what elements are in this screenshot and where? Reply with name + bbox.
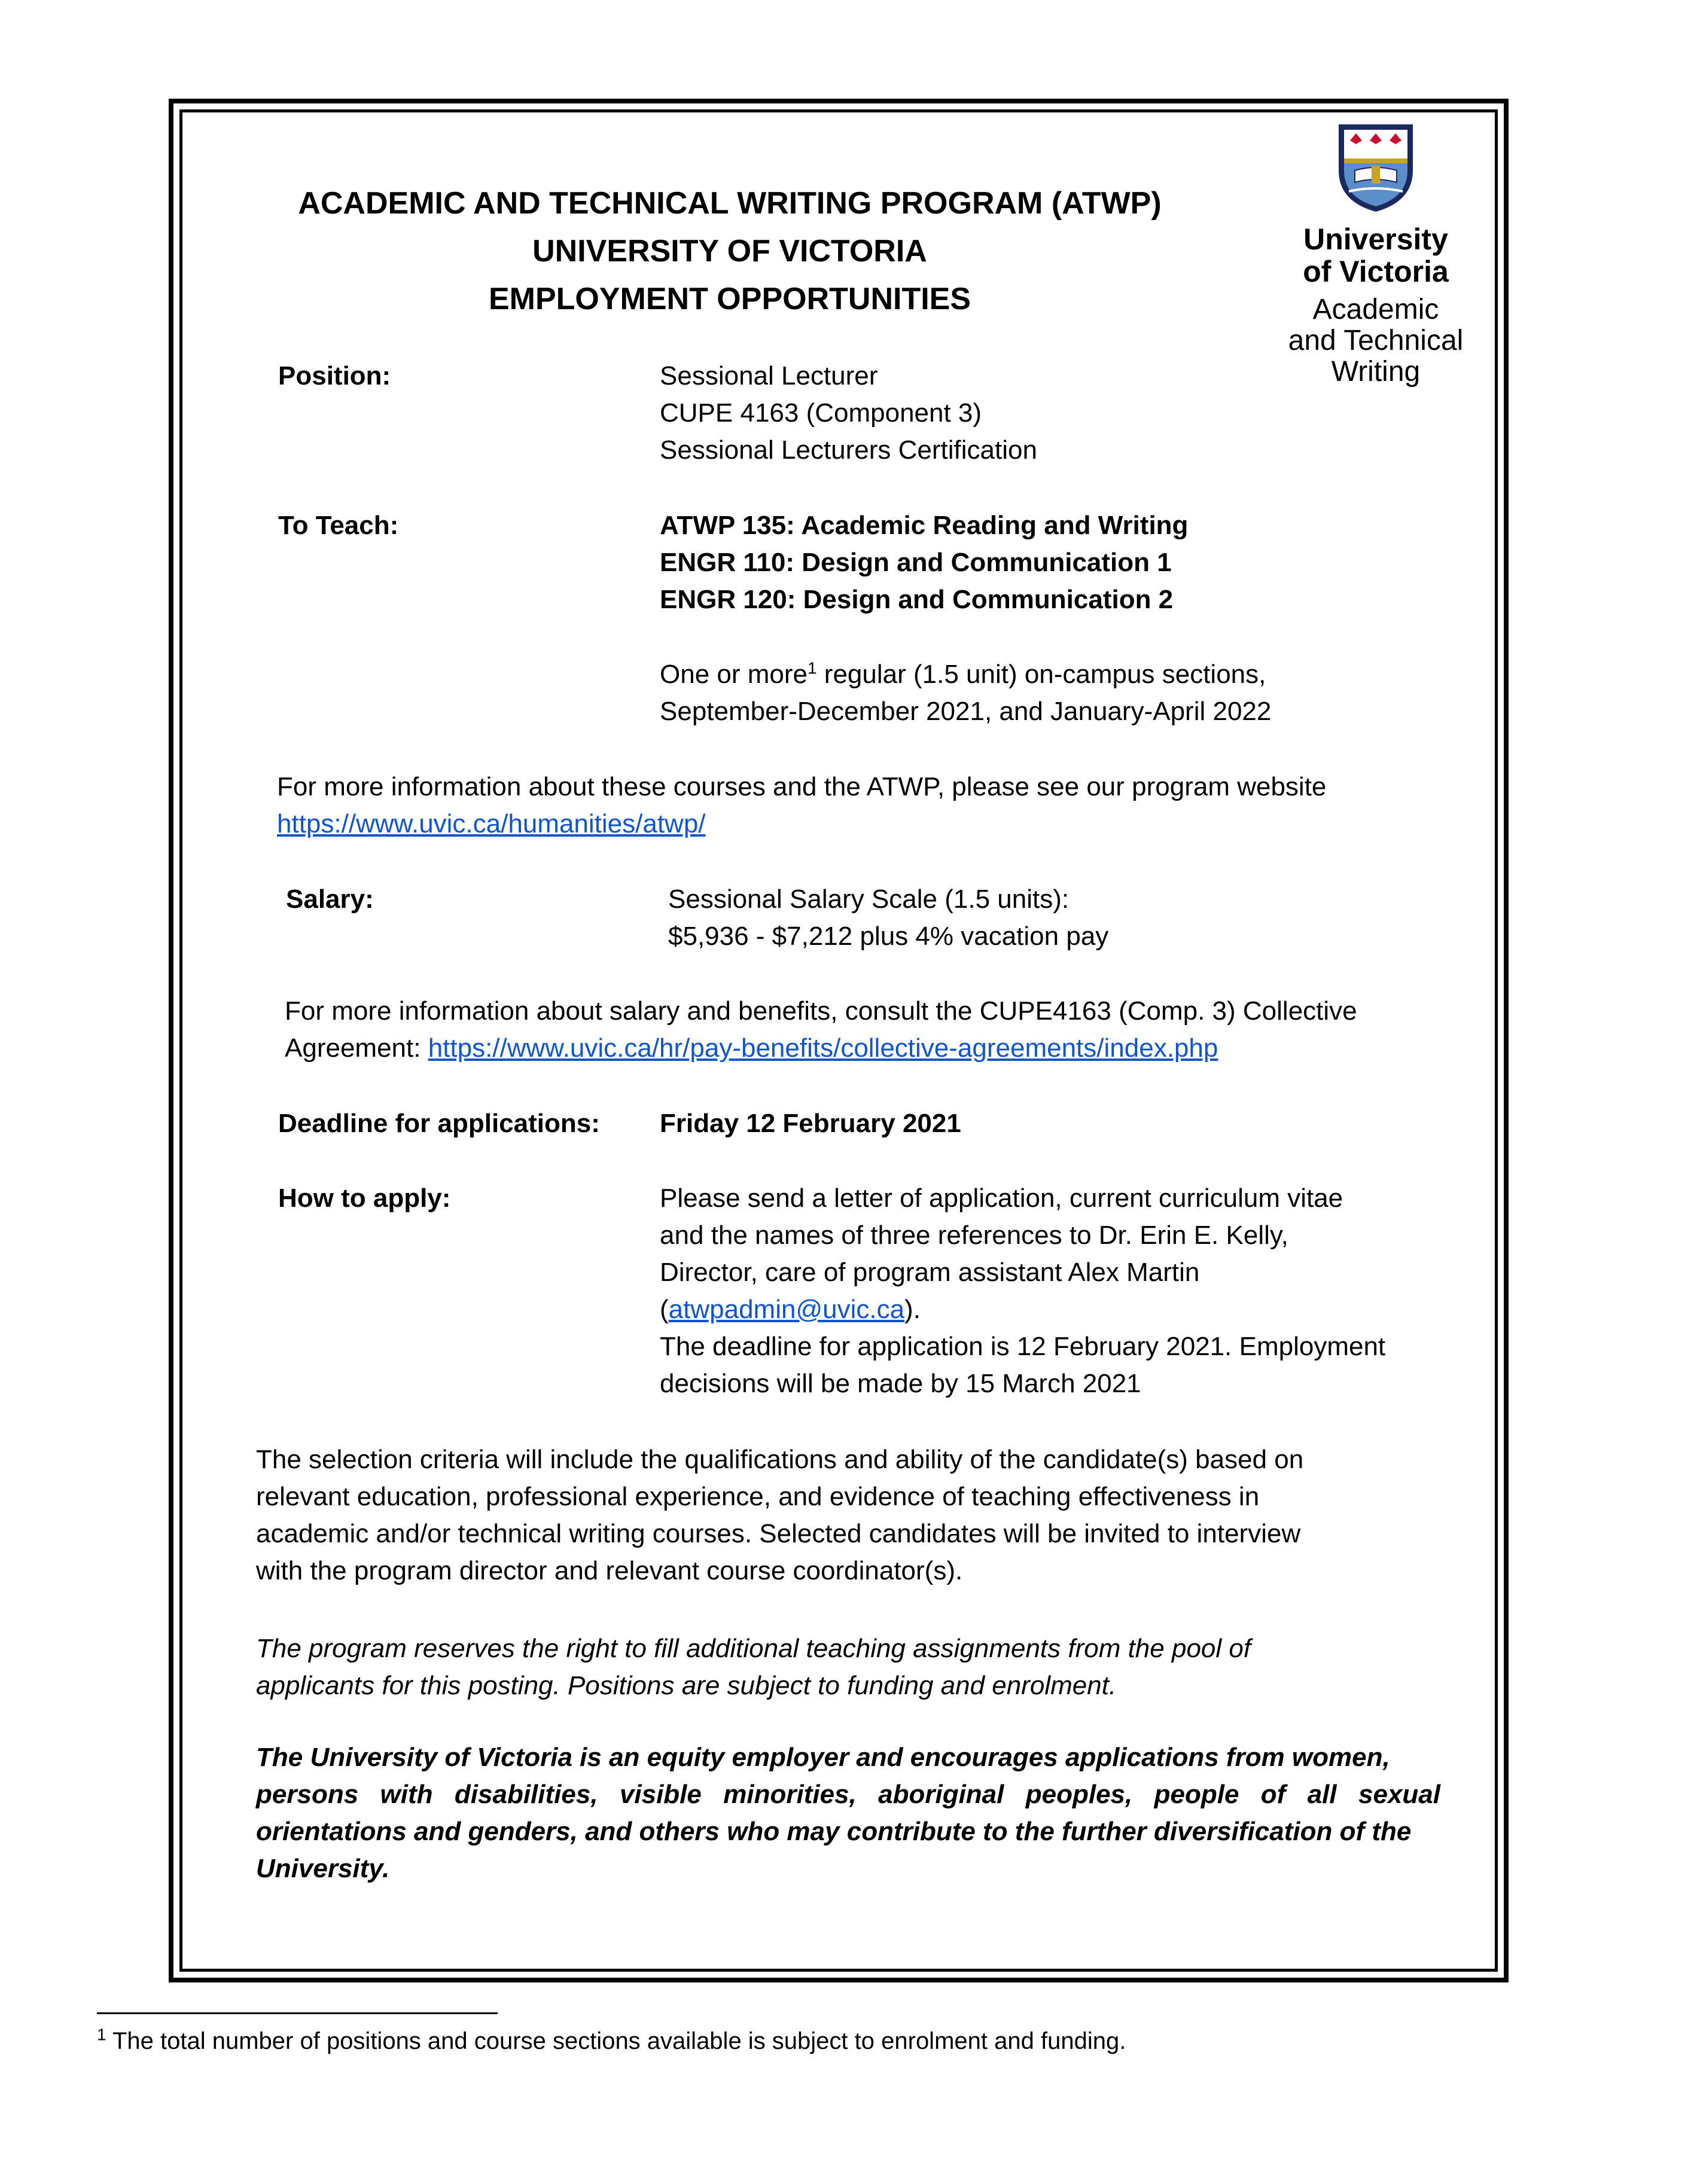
atwp-website-link[interactable]: https://www.uvic.ca/humanities/atwp/ [277,809,706,838]
footnote: $^1$ The total number of positions and course sections available is subject to enrolment and funding. [97,2025,1126,2054]
apply-label: How to apply: [278,1183,451,1213]
header-title-line1: ACADEMIC AND TECHNICAL WRITING PROGRAM (ATWP) [298,186,1162,221]
more-info-text: For more information about these courses and the ATWP, please see our program website [277,772,1327,801]
collective-agreement-link[interactable]: https://www.uvic.ca/hr/pay-benefits/collective-agreements/index.php [428,1033,1218,1063]
salary-info-line1: For more information about salary and benefits, consult the CUPE4163 (Comp. 3) Collective [285,996,1357,1026]
salary-info-line2: Agreement: https://www.uvic.ca/hr/pay-benefits/collective-agreements/index.php [285,1033,1218,1063]
logo-dept-line1: Academic [1312,294,1439,325]
logo-name-line2: of Victoria [1303,255,1449,288]
criteria-line3: academic and/or technical writing courses. Selected candidates will be invited to interview [256,1519,1301,1548]
logo-dept-line3: Writing [1331,356,1421,388]
criteria-line4: with the program director and relevant course coordinator(s). [256,1556,963,1585]
footnote-separator [97,2012,498,2014]
criteria-line2: relevant education, professional experience, and evidence of teaching effectiveness in [256,1482,1260,1511]
position-line3: Sessional Lecturers Certification [660,435,1037,465]
apply-line3: Director, care of program assistant Alex Martin [660,1258,1200,1287]
admin-email-link[interactable]: atwpadmin@uvic.ca [668,1295,905,1324]
footnote-marker: 1 [97,2025,106,2044]
reserve-line2: applicants for this posting. Positions are subject to funding and enrolment. [256,1671,1117,1700]
apply-line6: decisions will be made by 15 March 2021 [660,1369,1141,1398]
header-title-line2: UNIVERSITY OF VICTORIA [532,234,927,269]
sections-line2: September-December 2021, and January-April 2022 [660,697,1272,726]
equity-line2: persons with disabilities, visible minorities, aboriginal peoples, people of all sexual [256,1780,1440,1809]
reserve-line1: The program reserves the right to fill additional teaching assignments from the pool of [256,1634,1251,1663]
apply-line5: The deadline for application is 12 February 2021. Employment [660,1332,1386,1361]
apply-line4: (atwpadmin@uvic.ca). [660,1295,921,1324]
position-line1: Sessional Lecturer [660,361,878,391]
header-title-line3: EMPLOYMENT OPPORTUNITIES [488,282,971,316]
course-engr-110: ENGR 110: Design and Communication 1 [660,548,1172,577]
deadline-value: Friday 12 February 2021 [660,1109,961,1138]
logo-name-line1: University [1303,222,1448,256]
equity-line3: orientations and genders, and others who may contribute to the further diversification of the [256,1817,1412,1846]
position-label: Position: [278,361,391,391]
salary-line1: Sessional Salary Scale (1.5 units): [668,884,1070,914]
course-engr-120: ENGR 120: Design and Communication 2 [660,585,1174,614]
apply-line2: and the names of three references to Dr. Erin E. Kelly, [660,1221,1288,1250]
footnote-ref[interactable]: 1 [807,658,817,678]
criteria-line1: The selection criteria will include the qualifications and ability of the candidate(s) based on [256,1445,1304,1474]
deadline-label: Deadline for applications: [278,1109,600,1138]
uvic-crest-icon [1337,123,1415,212]
sections-line1: One or more$^1$ regular (1.5 unit) on-campus sections, [660,658,1266,689]
apply-line1: Please send a letter of application, current curriculum vitae [660,1183,1343,1213]
salary-line2: $5,936 - $7,212 plus 4% vacation pay [668,922,1109,951]
equity-line1: The University of Victoria is an equity employer and encourages applications from women, [256,1743,1390,1772]
logo-dept-line2: and Technical [1288,325,1464,356]
course-atwp-135: ATWP 135: Academic Reading and Writing [660,511,1189,540]
position-line2: CUPE 4163 (Component 3) [660,398,982,428]
teach-label: To Teach: [278,511,399,540]
equity-line4: University. [256,1854,390,1883]
salary-label: Salary: [286,884,374,914]
